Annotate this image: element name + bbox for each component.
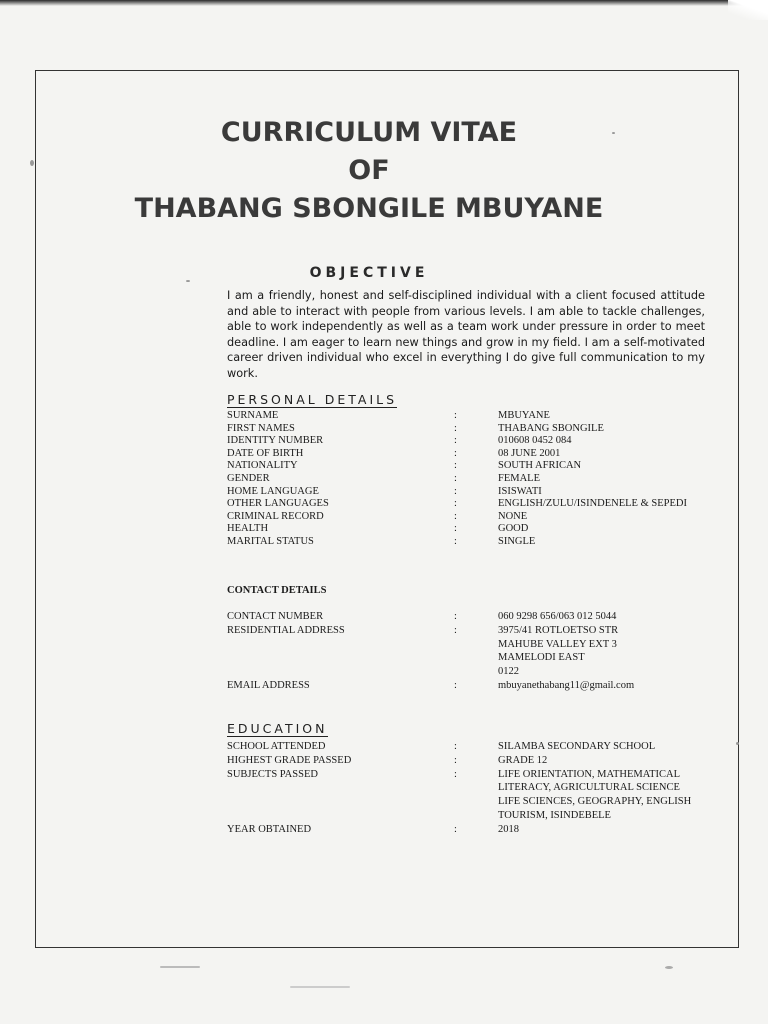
- row-label: SCHOOL ATTENDED: [227, 741, 326, 752]
- row-label: NATIONALITY: [227, 460, 298, 472]
- address-row: [227, 638, 707, 652]
- row-value: FEMALE: [498, 472, 540, 484]
- row-colon: :: [454, 768, 457, 780]
- table-row: [227, 498, 707, 511]
- row-label: FIRST NAMES: [227, 422, 295, 434]
- row-colon: :: [454, 754, 457, 766]
- table-row: [227, 435, 707, 448]
- email-value: mbuyanethabang11@gmail.com: [498, 679, 635, 691]
- row-value: ENGLISH/ZULU/ISINDENELE & SEPEDI: [498, 498, 687, 510]
- row-value: GOOD: [498, 523, 529, 535]
- address-row: [227, 624, 707, 638]
- scan-speck: [290, 986, 350, 988]
- contact-details-table: [227, 610, 707, 693]
- row-value: THABANG SBONGILE: [498, 422, 604, 434]
- row-label: DATE OF BIRTH: [227, 447, 304, 459]
- school-value: SILAMBA SECONDARY SCHOOL: [498, 741, 656, 752]
- subjects-line: LIFE ORIENTATION, MATHEMATICAL: [498, 768, 681, 780]
- subjects-line: TOURISM, ISINDEBELE: [498, 809, 611, 821]
- subjects-row: [227, 768, 707, 782]
- personal-details-heading: PERSONAL DETAILS: [227, 392, 398, 407]
- row-label: SUBJECTS PASSED: [227, 768, 318, 780]
- personal-details-table: [227, 410, 707, 549]
- row-value: NONE: [498, 510, 528, 522]
- address-row: [227, 665, 707, 679]
- row-label: CONTACT NUMBER: [227, 611, 324, 622]
- row-colon: :: [454, 485, 457, 497]
- row-colon: :: [454, 624, 457, 636]
- row-label: HOME LANGUAGE: [227, 485, 319, 497]
- subjects-row: [227, 795, 707, 809]
- table-row: [227, 423, 707, 436]
- row-value: SINGLE: [498, 535, 536, 547]
- subjects-row: [227, 809, 707, 823]
- row-value: MBUYANE: [498, 410, 550, 421]
- row-label: EMAIL ADDRESS: [227, 679, 310, 691]
- row-colon: :: [454, 510, 457, 522]
- table-row: [227, 410, 707, 423]
- contact-number-value: 060 9298 656/063 012 5044: [498, 611, 617, 622]
- scan-speck: [612, 132, 615, 134]
- row-colon: :: [454, 498, 457, 510]
- row-label: CRIMINAL RECORD: [227, 510, 324, 522]
- subjects-line: LIFE SCIENCES, GEOGRAPHY, ENGLISH: [498, 796, 692, 808]
- objective-heading: OBJECTIVE: [309, 265, 429, 281]
- school-row: [227, 740, 707, 754]
- grade-row: [227, 754, 707, 768]
- scan-corner: [728, 0, 768, 20]
- row-label: OTHER LANGUAGES: [227, 498, 329, 510]
- row-colon: :: [454, 472, 457, 484]
- education-table: [227, 740, 707, 837]
- row-label: IDENTITY NUMBER: [227, 435, 324, 447]
- row-colon: :: [454, 422, 457, 434]
- grade-value: GRADE 12: [498, 754, 548, 766]
- scan-speck: [665, 966, 673, 969]
- table-row: [227, 511, 707, 524]
- table-row: [227, 523, 707, 536]
- scan-speck: [160, 966, 200, 968]
- subjects-row: [227, 781, 707, 795]
- table-row: [227, 536, 707, 549]
- row-label: MARITAL STATUS: [227, 535, 314, 547]
- cv-title: [0, 114, 768, 228]
- row-colon: :: [454, 823, 457, 835]
- table-row: [227, 460, 707, 473]
- row-colon: :: [454, 535, 457, 547]
- table-row: [227, 448, 707, 461]
- table-row: [227, 486, 707, 499]
- row-colon: :: [454, 741, 457, 752]
- row-colon: :: [454, 410, 457, 421]
- scan-speck: [186, 280, 190, 282]
- education-heading: EDUCATION: [227, 721, 328, 736]
- objective-paragraph: I am a friendly, honest and self-disciplined individual with a client focused attitude and able to interact with people from various levels. I am able to tackle challenges, able to work independently as well as a team work under pressure in order to meet deadline. I am eager to learn new things and grow in my field. I am a self-motivated career driven individual who excel in everything I do give full communication to my work.: [227, 289, 705, 380]
- row-colon: :: [454, 460, 457, 472]
- title-line-1: CURRICULUM VITAE: [220, 117, 518, 148]
- row-label: HEALTH: [227, 523, 269, 535]
- row-value: SOUTH AFRICAN: [498, 460, 582, 472]
- year-value: 2018: [498, 823, 519, 835]
- row-colon: :: [454, 611, 457, 622]
- address-line: MAMELODI EAST: [498, 652, 585, 664]
- row-label: RESIDENTIAL ADDRESS: [227, 624, 345, 636]
- row-colon: :: [454, 435, 457, 447]
- address-line: MAHUBE VALLEY EXT 3: [498, 638, 617, 650]
- scan-speck: [30, 160, 34, 166]
- row-colon: :: [454, 523, 457, 535]
- row-label: GENDER: [227, 472, 270, 484]
- title-line-3: THABANG SBONGILE MBUYANE: [134, 193, 604, 224]
- email-row: [227, 679, 707, 693]
- contact-details-heading: CONTACT DETAILS: [227, 585, 327, 596]
- row-label: YEAR OBTAINED: [227, 823, 312, 835]
- subjects-line: LITERACY, AGRICULTURAL SCIENCE: [498, 782, 680, 794]
- year-row: [227, 823, 707, 837]
- row-value: 08 JUNE 2001: [498, 447, 561, 459]
- row-label: HIGHEST GRADE PASSED: [227, 754, 352, 766]
- row-value: 010608 0452 084: [498, 435, 572, 447]
- scan-shadow: [0, 0, 768, 6]
- title-line-2: OF: [348, 155, 390, 186]
- contact-number-row: [227, 610, 707, 624]
- row-value: ISISWATI: [498, 485, 542, 497]
- address-row: [227, 651, 707, 665]
- address-line: 3975/41 ROTLOETSO STR: [498, 624, 619, 636]
- row-colon: :: [454, 679, 457, 691]
- address-line: 0122: [498, 666, 519, 678]
- table-row: [227, 473, 707, 486]
- scan-speck: [736, 742, 739, 745]
- row-colon: :: [454, 447, 457, 459]
- row-label: SURNAME: [227, 410, 279, 421]
